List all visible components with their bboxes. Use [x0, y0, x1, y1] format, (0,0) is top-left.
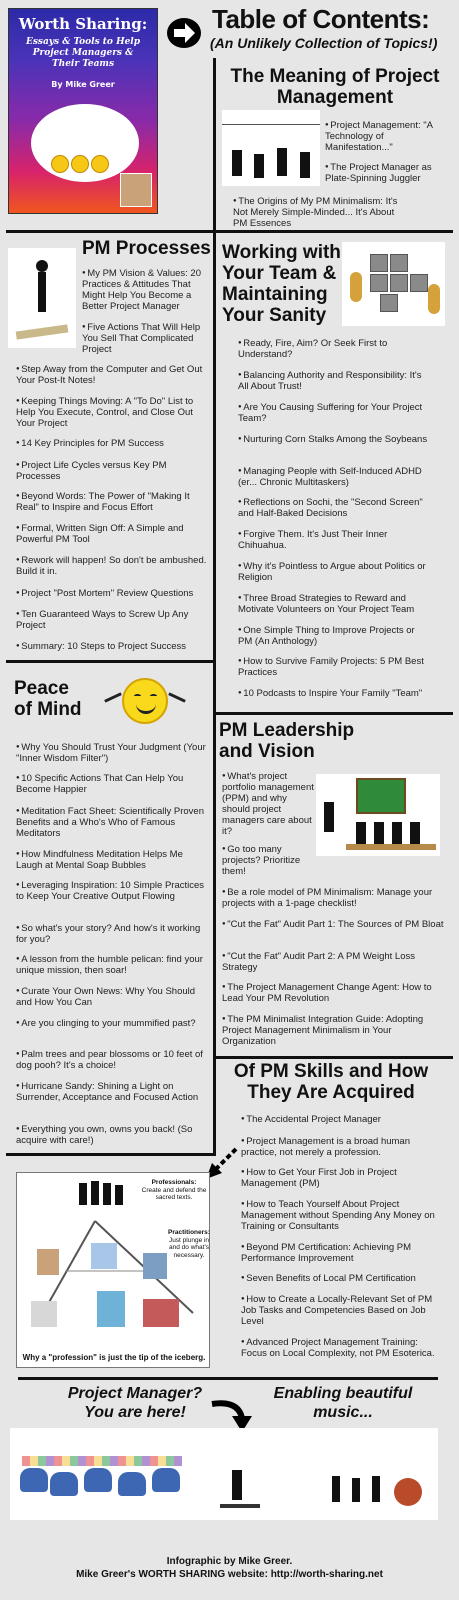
bottom-left-line1: Project Manager? — [67, 1385, 203, 1402]
list-item[interactable]: ● Keeping Things Moving: A "To Do" List to Help You Execute, Control, and Close Out Your Project — [16, 396, 208, 429]
practitioner-photo — [143, 1299, 179, 1327]
section-heading-peace-line2: of Mind — [14, 699, 82, 720]
list-item[interactable]: ● How Mindfulness Meditation Helps Me Laugh at Mental Soap Bubbles — [16, 849, 208, 871]
list-item[interactable]: ● So what's your story? And how's it working for you? — [16, 923, 208, 945]
list-item[interactable]: ● The PM Minimalist Integration Guide: Adopting Project Management Minimalism in Your Organization — [222, 1014, 444, 1047]
right-arrow-icon — [167, 18, 201, 48]
section-divider — [6, 660, 213, 663]
bottom-right-line2: music... — [313, 1404, 373, 1421]
elephants-conductor-band-illustration — [10, 1428, 438, 1520]
list-item[interactable]: ● "Cut the Fat" Audit Part 1: The Sources of PM Bloat — [222, 919, 444, 930]
footer-credit: Infographic by Mike Greer. — [166, 1556, 293, 1567]
list-item[interactable]: ● Why You Should Trust Your Judgment (Your "Inner Wisdom Filter") — [16, 742, 208, 764]
list-item[interactable]: ● Step Away from the Computer and Get Out Your Post-It Notes! — [16, 364, 208, 386]
section-heading-peace-line1: Peace — [14, 678, 69, 699]
list-item[interactable]: ● Rework will happen! So don't be ambushed. Build it in. — [16, 555, 208, 577]
section-divider — [216, 712, 453, 715]
list-item[interactable]: ● How to Create a Locally-Relevant Set of PM Job Tasks and Competencies Based on Job Level — [241, 1294, 441, 1327]
list-item[interactable]: ● Managing People with Self-Induced ADHD (er... Chronic Multitaskers) — [238, 466, 430, 488]
bottom-right-line1: Enabling beautiful — [273, 1385, 413, 1402]
practitioner-photo — [31, 1301, 57, 1327]
list-item[interactable]: ● A lesson from the humble pelican: find your unique mission, then soar! — [16, 954, 208, 976]
list-item[interactable]: ● Project Life Cycles versus Key PM Processes — [16, 460, 208, 482]
list-item[interactable]: ● Why it's Pointless to Argue about Politics or Religion — [238, 561, 430, 583]
list-item[interactable]: ● Project Management is a broad human practice, not merely a profession. — [241, 1136, 441, 1158]
book-title: Worth Sharing: — [18, 15, 148, 33]
list-item[interactable]: ● Reflections on Sochi, the "Second Screen" and Half-Baked Decisions — [238, 497, 430, 519]
list-item[interactable]: ● Nurturing Corn Stalks Among the Soybeans — [238, 434, 430, 445]
list-item[interactable]: ● Balancing Authority and Responsibility: It's All About Trust! — [238, 370, 430, 392]
list-item[interactable]: ● How to Get Your First Job in Project Management (PM) — [241, 1167, 441, 1189]
list-item[interactable]: ● The Origins of My PM Minimalism: It's Not Merely Simple-Minded... It's About PM Essences — [233, 196, 403, 229]
section-divider — [6, 1153, 216, 1156]
section-heading-processes: PM Processes — [82, 238, 211, 259]
smiley-icon — [71, 155, 89, 173]
professionals-title: Professionals: — [151, 1179, 197, 1186]
list-item[interactable]: ● Five Actions That Will Help You Sell That Complicated Project — [82, 322, 210, 355]
practitioner-photo — [143, 1253, 167, 1279]
iceberg-caption: Why a "profession" is just the tip of the iceberg. — [22, 1353, 206, 1362]
book-subtitle: Essays & Tools to Help Project Managers & Their Teams — [25, 37, 141, 69]
smiley-icon — [51, 155, 69, 173]
list-item[interactable]: ● Three Broad Strategies to Reward and Motivate Volunteers on Your Project Team — [238, 593, 430, 615]
practitioner-photo — [91, 1243, 117, 1269]
list-item[interactable]: ● One Simple Thing to Improve Projects or PM (An Anthology) — [238, 625, 430, 647]
list-item[interactable]: ● Seven Benefits of Local PM Certification — [241, 1273, 441, 1284]
chalkboard-team-illustration — [316, 774, 440, 856]
list-item[interactable]: ● 10 Podcasts to Inspire Your Family "Team" — [238, 688, 430, 699]
practitioners-text: Just plunge in and do what's necessary. — [168, 1236, 210, 1259]
section-heading-team: Working with Your Team & Maintaining Your Sanity — [222, 242, 341, 326]
list-item[interactable]: ● Palm trees and pear blossoms or 10 feet of dog pooh? It's a choice! — [16, 1049, 208, 1071]
bottom-left-line2: You are here! — [84, 1404, 186, 1421]
list-item[interactable]: ● Are You Causing Suffering for Your Project Team? — [238, 402, 430, 424]
juggler-illustration — [8, 248, 76, 348]
list-item[interactable]: ● Go too many projects? Prioritize them! — [222, 844, 314, 877]
list-item[interactable]: ● Project "Post Mortem" Review Questions — [16, 588, 208, 599]
section-heading-skills: Of PM Skills and How They Are Acquired — [233, 1061, 429, 1103]
list-item[interactable]: ● Summary: 10 Steps to Project Success — [16, 641, 208, 652]
list-item[interactable]: ● Beyond Words: The Power of "Making It Real" to Inspire and Focus Effort — [16, 491, 208, 513]
list-item[interactable]: ● The Accidental Project Manager — [241, 1114, 441, 1125]
list-item[interactable]: ● Project Management: "A Technology of Manifestation..." — [325, 120, 453, 153]
practitioner-photo — [37, 1249, 59, 1275]
section-divider — [216, 1056, 453, 1059]
puzzle-team-illustration — [342, 242, 445, 326]
list-item[interactable]: ● Formal, Written Sign Off: A Simple and Powerful PM Tool — [16, 523, 208, 545]
list-item[interactable]: ● Are you clinging to your mummified past? — [16, 1018, 208, 1029]
toc-subtitle: (An Unlikely Collection of Topics!) — [210, 35, 438, 51]
section-divider — [216, 230, 453, 233]
happy-face-icon — [100, 674, 188, 732]
book-cover — [8, 8, 158, 214]
smiley-icon — [91, 155, 109, 173]
iceberg-illustration — [16, 1172, 210, 1368]
list-item[interactable]: ● The Project Manager as Plate-Spinning Juggler — [325, 162, 453, 184]
list-item[interactable]: ● The Project Management Change Agent: How to Lead Your PM Revolution — [222, 982, 444, 1004]
book-author: By Mike Greer — [51, 80, 115, 89]
marionette-illustration — [222, 110, 320, 186]
section-heading-meaning: The Meaning of Project Management — [230, 66, 440, 108]
list-item[interactable]: ● Meditation Fact Sheet: Scientifically Proven Benefits and a Who's Who of Famous Meditators — [16, 806, 208, 839]
list-item[interactable]: ● "Cut the Fat" Audit Part 2: A PM Weight Loss Strategy — [222, 951, 444, 973]
practitioners-title: Practitioners: — [168, 1229, 210, 1236]
list-item[interactable]: ● Be a role model of PM Minimalism: Manage your projects with a 1-page checklist! — [222, 887, 444, 909]
list-item[interactable]: ● Advanced Project Management Training: Focus on Local Complexity, not PM Esoterica. — [241, 1337, 441, 1359]
professionals-text: Create and defend the sacred texts. — [141, 1186, 207, 1201]
list-item[interactable]: ● My PM Vision & Values: 20 Practices & Attitudes That Might Help You Become a Better Project Manager — [82, 268, 210, 312]
list-item[interactable]: ● 10 Specific Actions That Can Help You Become Happier — [16, 773, 208, 795]
list-item[interactable]: ● What's project portfolio management (PPM) and why should project managers care about it? — [222, 771, 314, 837]
list-item[interactable]: ● Leveraging Inspiration: 10 Simple Practices to Keep Your Creative Output Flowing — [16, 880, 208, 902]
list-item[interactable]: ● Ten Guaranteed Ways to Screw Up Any Project — [16, 609, 208, 631]
list-item[interactable]: ● Curate Your Own News: Why You Should and How You Can — [16, 986, 208, 1008]
toc-title: Table of Contents: — [212, 4, 430, 34]
list-item[interactable]: ● Everything you own, owns you back! (So acquire with care!) — [16, 1124, 208, 1146]
section-heading-leadership: PM Leadership and Vision — [219, 720, 355, 762]
list-item[interactable]: ● Beyond PM Certification: Achieving PM Performance Improvement — [241, 1242, 441, 1264]
practitioner-photo — [97, 1291, 125, 1327]
list-item[interactable]: ● Forgive Them. It's Just Their Inner Chihuahua. — [238, 529, 430, 551]
footer-website: Mike Greer's WORTH SHARING website: http://worth-sharing.net — [76, 1569, 383, 1580]
section-divider — [6, 230, 213, 233]
column-divider — [213, 58, 216, 1153]
list-item[interactable]: ● How to Teach Yourself About Project Management without Spending Any Money on Training or Consultants — [241, 1199, 441, 1232]
list-item[interactable]: ● How to Survive Family Projects: 5 PM Best Practices — [238, 656, 430, 678]
list-item[interactable]: ● 14 Key Principles for PM Success — [16, 438, 208, 449]
section-divider — [18, 1377, 438, 1380]
list-item[interactable]: ● Hurricane Sandy: Shining a Light on Surrender, Acceptance and Focused Action — [16, 1081, 208, 1103]
author-photo — [120, 173, 152, 207]
list-item[interactable]: ● Ready, Fire, Aim? Or Seek First to Understand? — [238, 338, 430, 360]
